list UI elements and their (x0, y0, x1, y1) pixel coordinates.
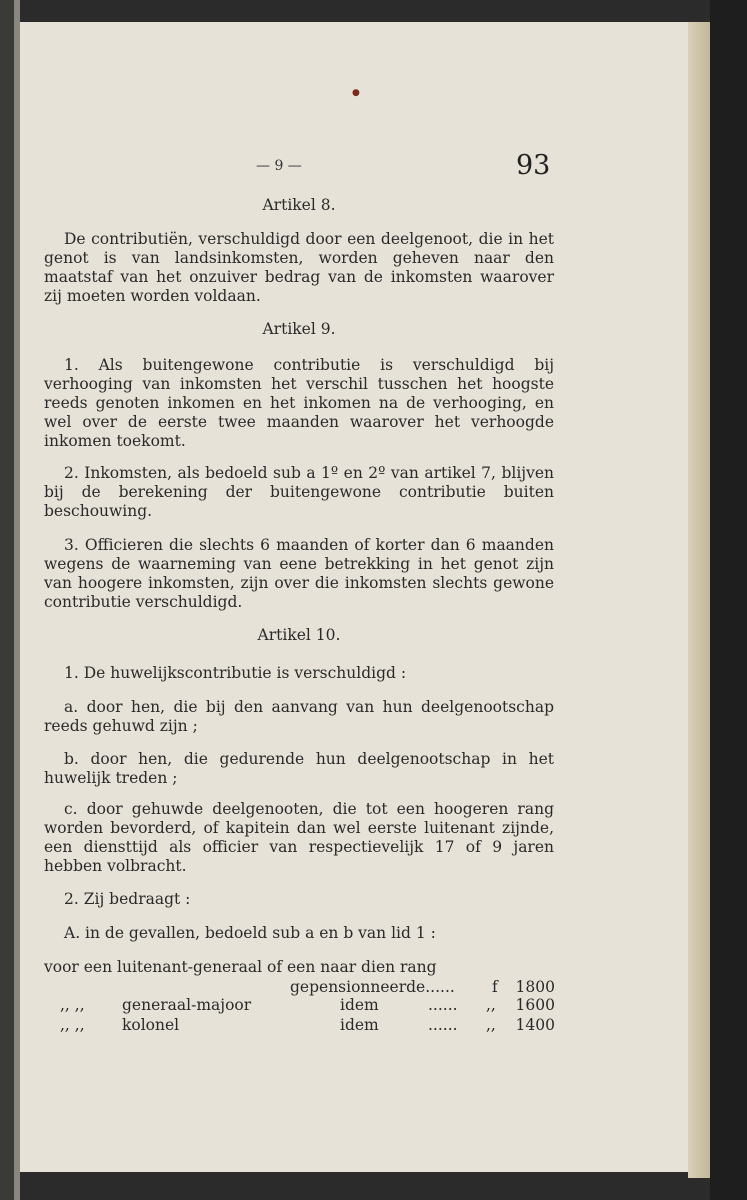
article-8-text: De contributiën, verschuldigd door een deelgenoot, die in het genot is van landsinkomsten, worden geheven naar den maatstaf van het onzuiver bedrag van de inkomsten waarover zij moeten worden voldaan. (44, 230, 554, 305)
article-9-para-2: 2. Inkomsten, als bedoeld sub a 1º en 2º van artikel 7, blijven bij de berekening der buitengewone contributie buiten beschouwing. (44, 464, 554, 520)
article-10-item-c: c. door gehuwde deelgenooten, die tot een hoogeren rang worden bevorderd, of kapitein dan wel eerste luitenant zijnde, een diensttijd als officier van respectievelijk 17 of 9 jaren hebben volbracht. (44, 800, 554, 875)
rates-intro: voor een luitenant-generaal of een naar dien rang (44, 958, 437, 976)
article-10-title: Artikel 10. (257, 626, 341, 644)
ditto-marks: ,, ,, (60, 1016, 85, 1034)
article-9-title: Artikel 9. (262, 320, 336, 338)
article-8-title: Artikel 8. (262, 196, 336, 214)
ditto-marks: ,, ,, (60, 996, 85, 1014)
article-10-item-a: a. door hen, die bij den aanvang van hun deelgenootschap reeds gehuwd zijn ; (44, 698, 554, 735)
page-number: 93 (516, 150, 551, 181)
article-10-item-b: b. door hen, die gedurende hun deelgenootschap in het huwelijk treden ; (44, 750, 554, 787)
rates-intro-2: gepensionneerde...... (290, 978, 455, 996)
rate-rank: kolonel (122, 1016, 180, 1034)
rate-amount: 1400 (515, 1016, 555, 1034)
ink-mark: ● (352, 88, 360, 98)
rate-currency: ,, (486, 996, 496, 1014)
article-10-para-2: 2. Zij bedraagt : (64, 890, 191, 908)
page-stack-edge (688, 22, 710, 1178)
article-9-para-3: 3. Officieren die slechts 6 maanden of korter dan 6 maanden wegens de waarneming van eene betrekking in het genot zijn van hoogere inkomsten, zijn over die inkomsten slechts gewone contributie verschuldigd. (44, 536, 554, 611)
rate-rank: generaal-majoor (122, 996, 252, 1014)
rate-currency: ,, (486, 1016, 496, 1034)
rate-equiv: idem (340, 1016, 379, 1034)
rate-dots: ...... (428, 996, 458, 1014)
article-10-para-1: 1. De huwelijkscontributie is verschuldigd : (64, 664, 407, 682)
rate-dots: ...... (428, 1016, 458, 1034)
article-9-para-1: 1. Als buitengewone contributie is verschuldigd bij verhooging van inkomsten het verschil tusschen het hoogste reeds genoten inkomen en het inkomen na de verhooging, en wel over de eerste twee maanden waarover het verhoogde inkomen toekomt. (44, 356, 554, 450)
background-right (710, 0, 747, 1200)
article-10-section-A: A. in de gevallen, bedoeld sub a en b van lid 1 : (64, 924, 436, 942)
rate-amount: 1600 (515, 996, 555, 1014)
folio: — 9 — (256, 158, 302, 174)
rate-amount: 1800 (515, 978, 555, 996)
rate-equiv: idem (340, 996, 379, 1014)
rate-currency: f (492, 978, 498, 996)
